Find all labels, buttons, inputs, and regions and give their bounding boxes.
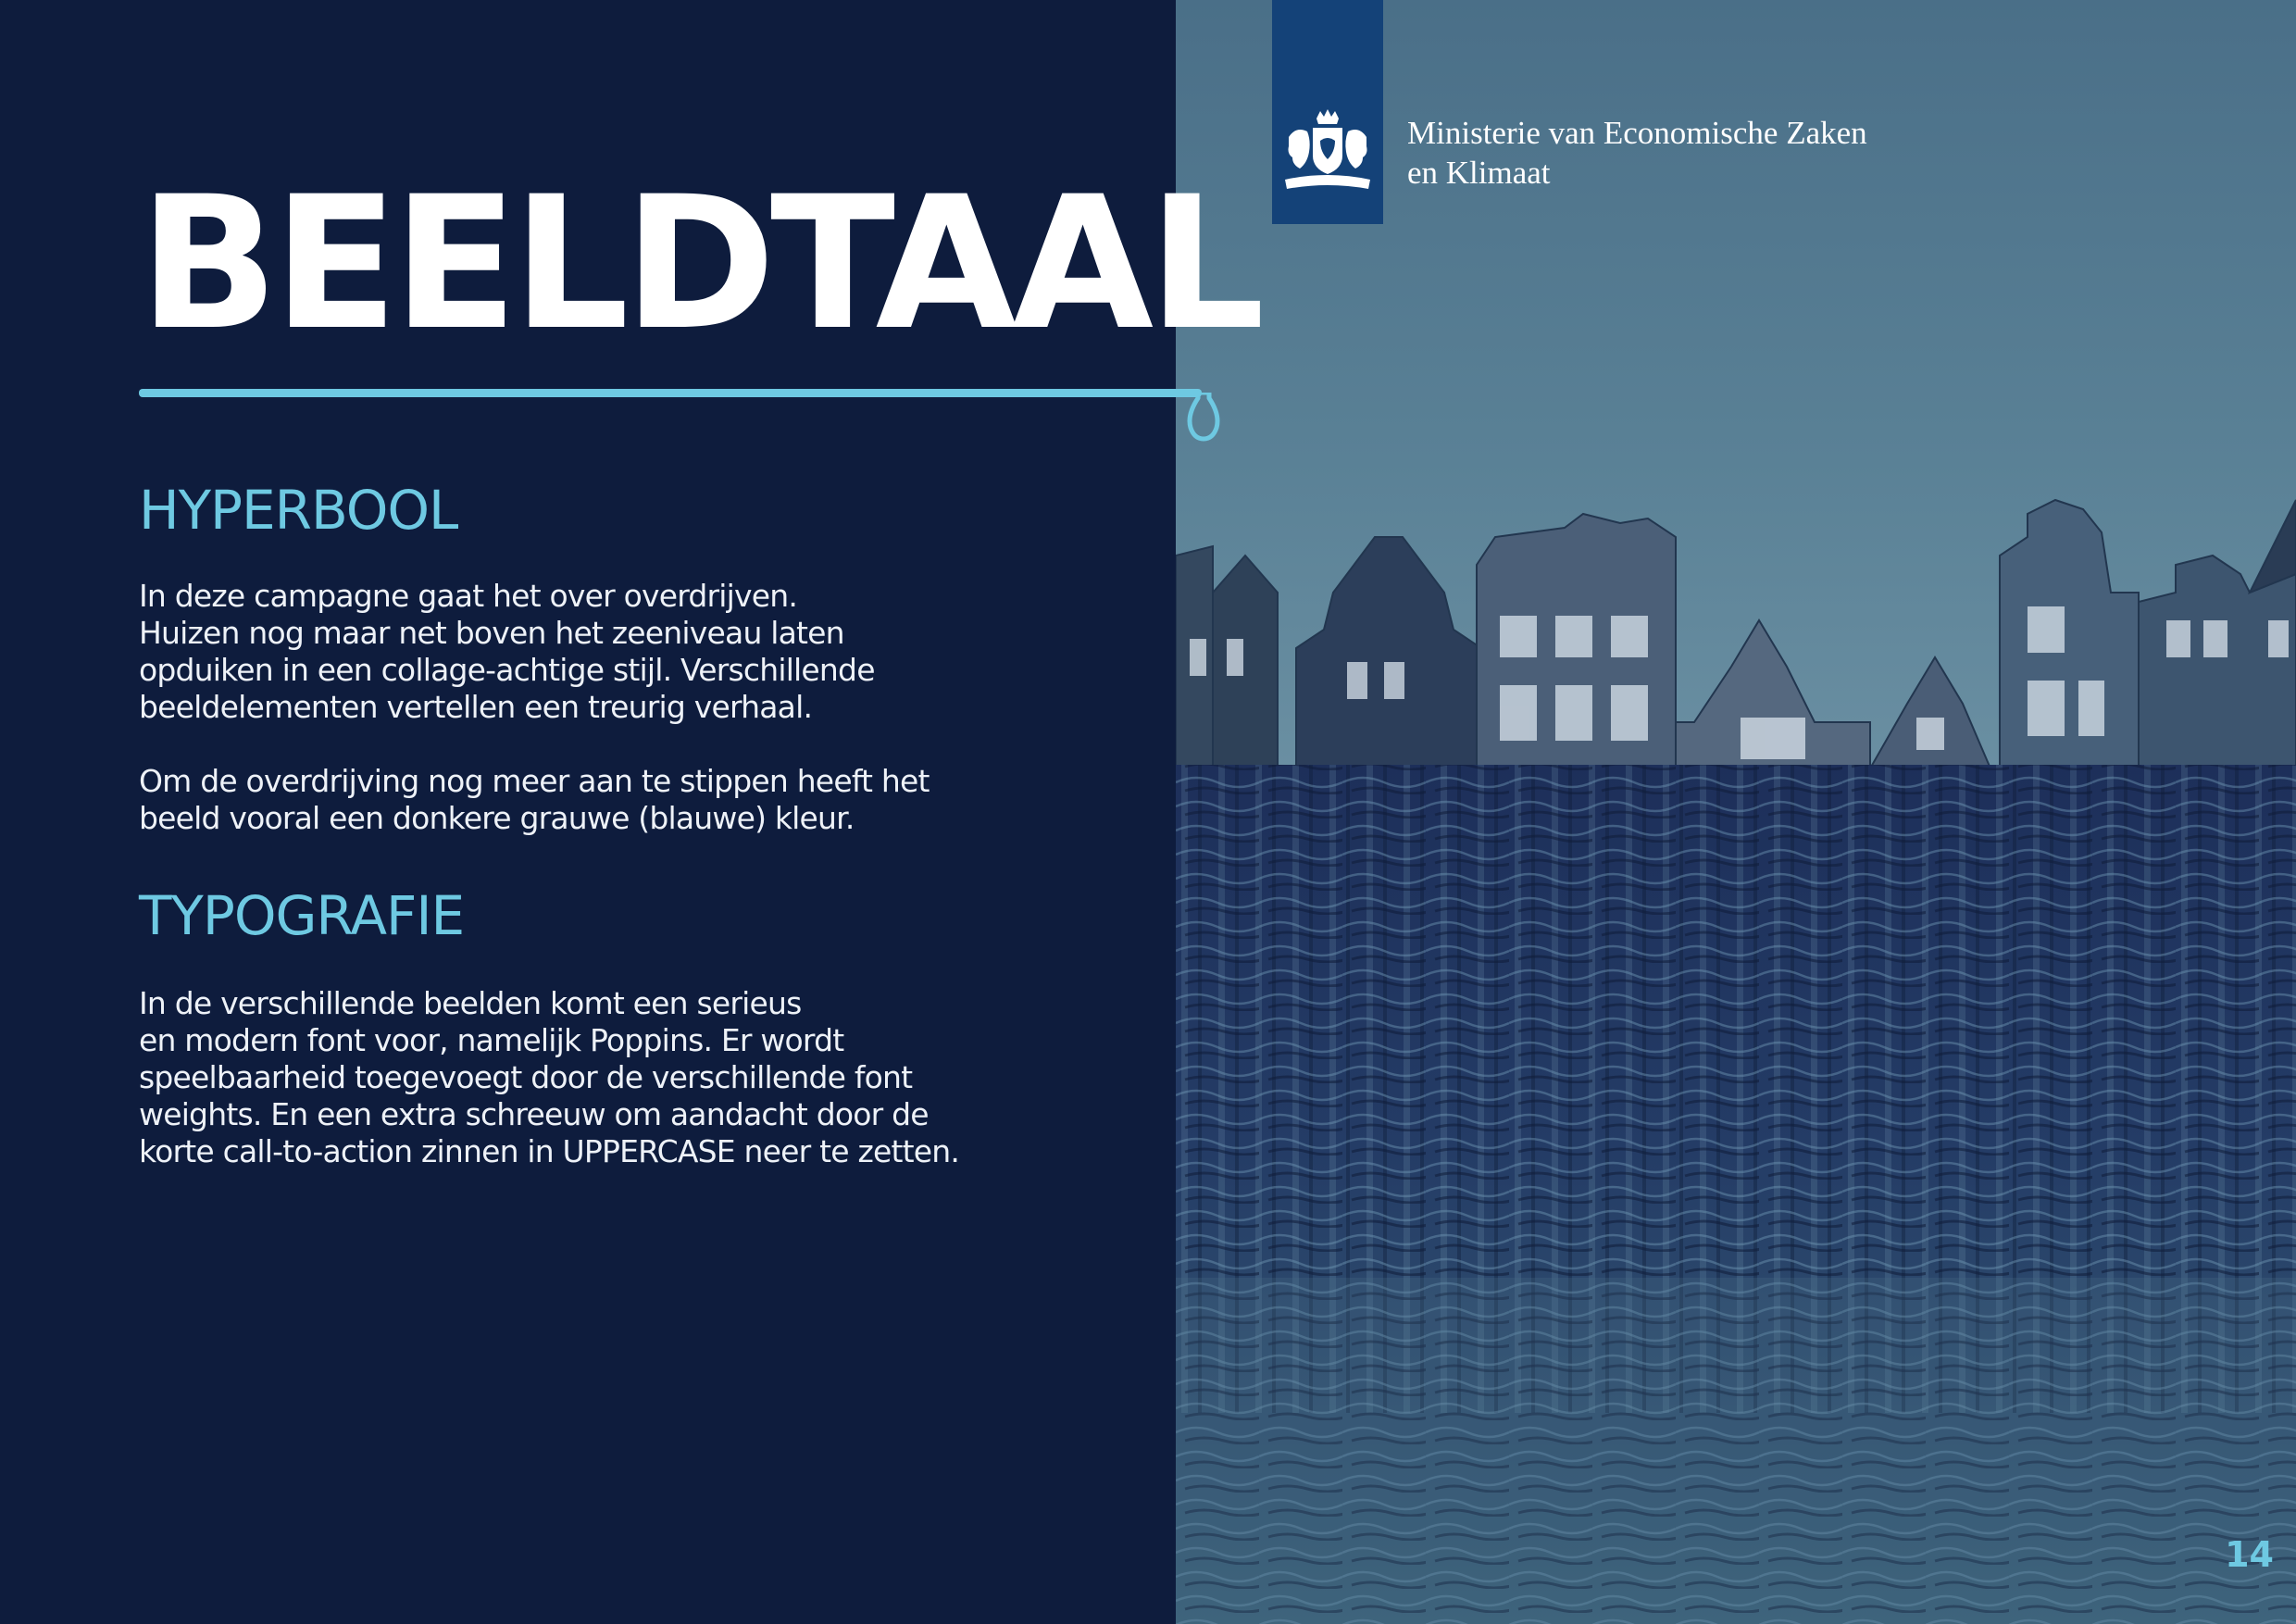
ministry-name-line2: en Klimaat [1407,155,1551,191]
water-drop-icon [1178,393,1233,444]
text-line: Om de overdrijving nog meer aan te stippen heeft het [139,763,930,799]
title-underline [139,389,1202,397]
flooded-houses-photo [1176,0,2296,1624]
section-heading-hyperbool: HYPERBOOL [139,479,458,542]
text-line: beeldelementen vertellen een treurig verhaal. [139,689,813,725]
text-line: speelbaarheid toegevoegt door de verschillende font [139,1059,913,1095]
ministry-name-line1: Ministerie van Economische Zaken [1407,115,1867,151]
text-line: opduiken in een collage-achtige stijl. Verschillende [139,652,875,688]
text-line: beeld vooral een donkere grauwe (blauwe) kleur. [139,800,855,836]
text-line: In de verschillende beelden komt een serieus [139,985,802,1021]
text-line: en modern font voor, namelijk Poppins. Er wordt [139,1022,844,1058]
text-line: In deze campagne gaat het over overdrijven. [139,578,798,614]
text-line: korte call-to-action zinnen in UPPERCASE neer te zetten. [139,1133,960,1169]
ministry-name [1407,113,1867,193]
typografie-paragraph [139,985,1167,1170]
page-number: 14 [2225,1534,2274,1575]
section-heading-typografie: TYPOGRAFIE [139,884,465,947]
page-title: BEELDTAAL [139,156,1260,370]
hyperbool-paragraph-1 [139,578,1167,726]
text-line: weights. En een extra schreeuw om aandacht door de [139,1096,929,1132]
text-line: Huizen nog maar net boven het zeeniveau laten [139,615,844,651]
rijksoverheid-crest-icon [1279,109,1376,194]
hyperbool-paragraph-2 [139,763,1167,837]
